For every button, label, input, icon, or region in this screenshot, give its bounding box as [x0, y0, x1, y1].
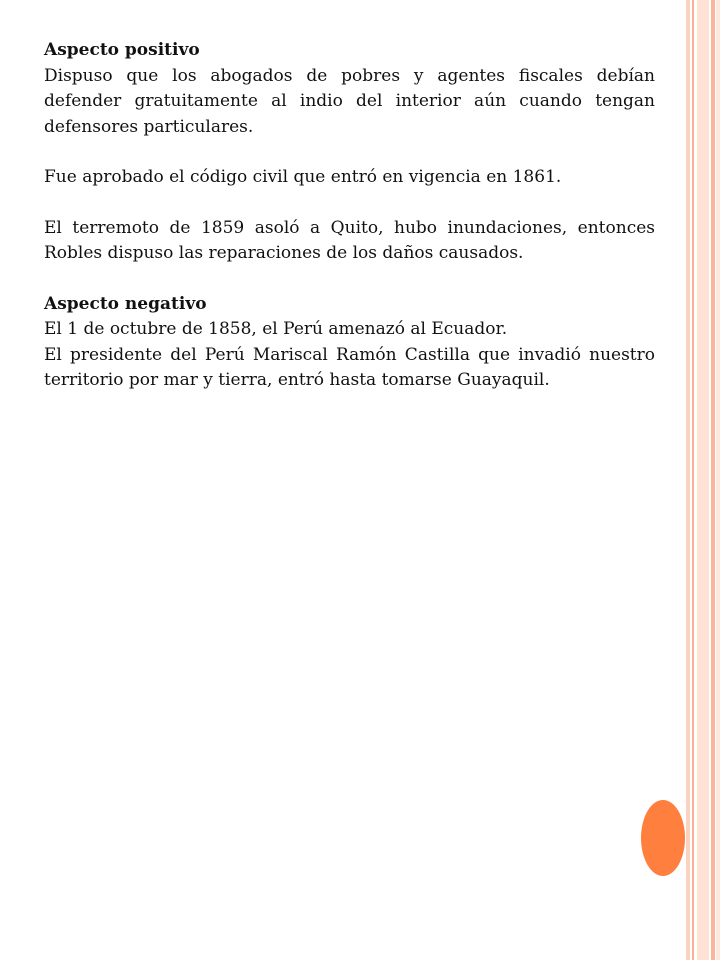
- negative-heading: Aspecto negativo: [44, 293, 207, 314]
- positive-heading: Aspecto positivo: [44, 40, 200, 60]
- slide-content: [44, 38, 655, 394]
- decorative-stripe: [711, 0, 715, 960]
- spacer: [44, 140, 655, 165]
- decorative-stripe: [716, 0, 720, 960]
- negative-paragraph-1: El 1 de octubre de 1858, el Perú amenazó al Ecuador.: [44, 319, 508, 339]
- orange-oval-decoration: [641, 800, 685, 876]
- decorative-stripe: [697, 0, 709, 960]
- positive-paragraph-3: El terremoto de 1859 asoló a Quito, hubo inundaciones, entonces Robles dispuso las reparaciones de los daños causados.: [44, 217, 655, 263]
- decorative-stripe: [686, 0, 690, 960]
- decorative-stripe: [692, 0, 694, 960]
- spacer: [44, 191, 655, 216]
- positive-paragraph-2: Fue aprobado el código civil que entró en vigencia en 1861.: [44, 167, 562, 187]
- spacer: [44, 267, 655, 292]
- positive-paragraph-1: Dispuso que los abogados de pobres y agentes fiscales debían defender gratuitamente al indio del interior aún cuando tengan defensores particulares.: [44, 65, 655, 137]
- negative-paragraph-2: El presidente del Perú Mariscal Ramón Castilla que invadió nuestro territorio por mar y tierra, entró hasta tomarse Guayaquil.: [44, 344, 655, 390]
